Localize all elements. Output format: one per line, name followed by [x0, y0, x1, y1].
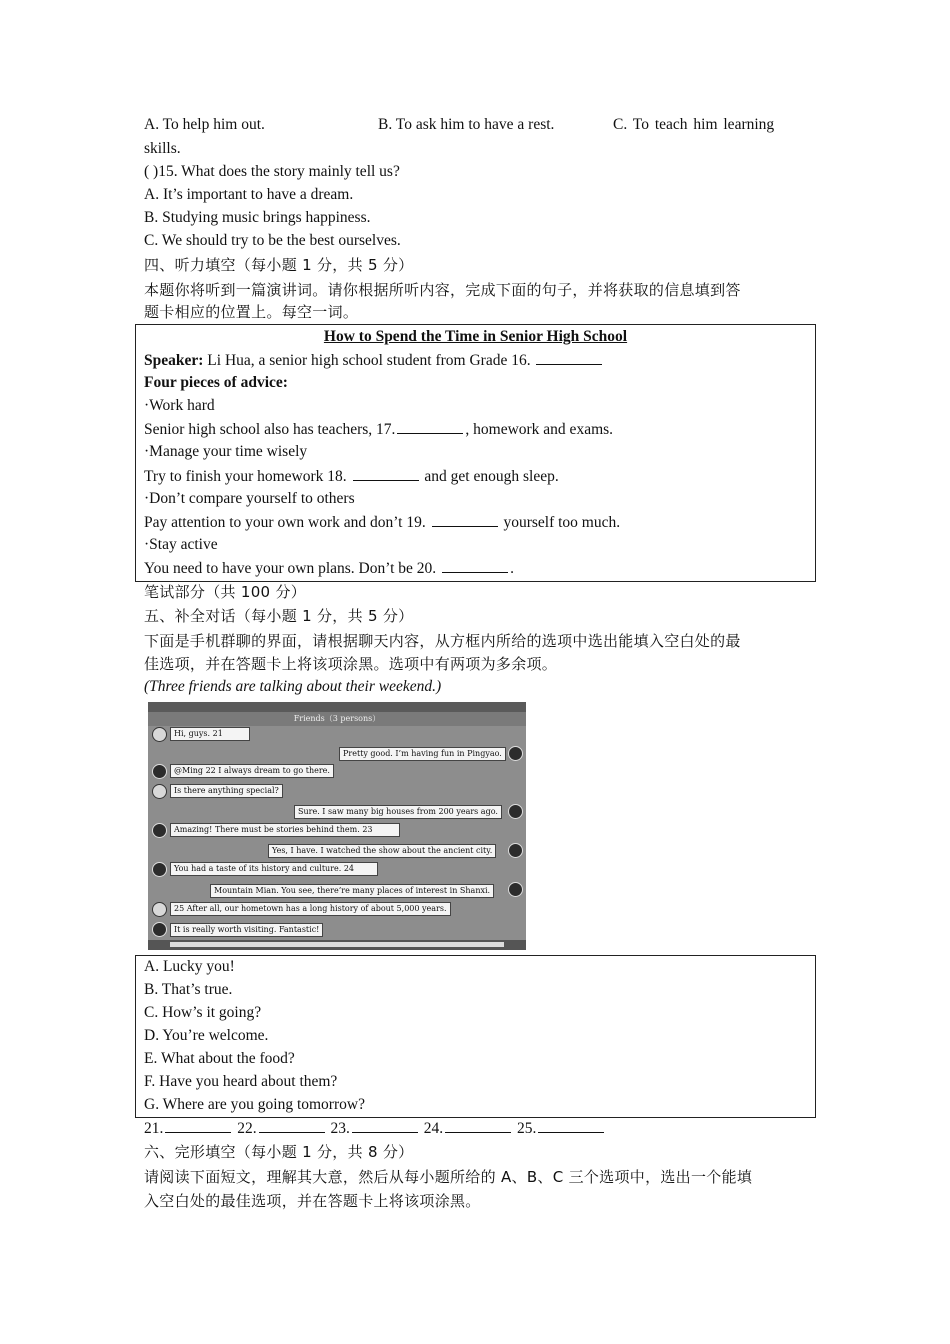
chat-title: Friends（3 persons） — [148, 712, 526, 726]
option-b: B. That’s true. — [144, 981, 233, 998]
advice-heading: Four pieces of advice: — [144, 374, 288, 391]
line-17-after: , homework and exams. — [465, 421, 614, 438]
line-18 — [144, 466, 559, 487]
chat-message-3: @Ming 22 I always dream to go there. — [170, 764, 334, 778]
chat-message-5: Sure. I saw many big houses from 200 years ago. — [294, 805, 502, 819]
line-20-after: . — [510, 560, 514, 577]
chat-message-7: Yes, I have. I watched the show about the ancient city. — [268, 844, 496, 858]
line-20 — [144, 558, 514, 579]
speaker-line — [144, 350, 604, 371]
advice-bullet-3: ·Don’t compare yourself to others — [144, 490, 355, 507]
blank-19[interactable] — [432, 512, 498, 527]
group-chat-screenshot — [148, 702, 526, 950]
option-g: G. Where are you going tomorrow? — [144, 1096, 365, 1113]
section5-instruction-line2: 佳选项，并在答题卡上将该项涂黑。选项中有两项为多余项。 — [144, 655, 558, 673]
avatar-icon — [152, 862, 167, 877]
line-19-before: Pay attention to your own work and don’t 19. — [144, 514, 426, 531]
answer-number-22: 22. — [237, 1120, 257, 1137]
section4-instruction-line1: 本题你将听到一篇演讲词。请你根据所听内容，完成下面的句子，并将获取的信息填到答 — [144, 281, 741, 299]
avatar-icon — [152, 727, 167, 742]
line-18-after: and get enough sleep. — [424, 468, 559, 485]
section4-instruction-line2: 题卡相应的位置上。每空一词。 — [144, 303, 359, 321]
avatar-icon — [508, 882, 523, 897]
section5-instruction-line1: 下面是手机群聊的界面，请根据聊天内容，从方框内所给的选项中选出能填入空白处的最 — [144, 632, 741, 650]
avatar-icon — [508, 804, 523, 819]
advice-bullet-4: ·Stay active — [144, 536, 218, 553]
speaker-label: Speaker: — [144, 352, 204, 369]
line-18-before: Try to finish your homework 18. — [144, 468, 347, 485]
answer-blank-24[interactable] — [445, 1118, 511, 1133]
line-17 — [144, 419, 613, 440]
line-19 — [144, 512, 620, 533]
q14-options — [144, 116, 807, 136]
chat-status-bar — [148, 702, 526, 712]
chat-message-6: Amazing! There must be stories behind them. 23 — [170, 823, 400, 837]
speaker-text: Li Hua, a senior high school student from Grade 16. — [207, 352, 531, 369]
q14-option-c: C. To teach him learning — [613, 116, 775, 133]
chat-input-field[interactable] — [170, 942, 504, 947]
chat-message-1: Hi, guys. 21 — [170, 727, 250, 741]
chat-message-8: You had a taste of its history and culture. 24 — [170, 862, 378, 876]
written-part-heading: 笔试部分（共 100 分） — [144, 583, 307, 601]
option-c: C. How’s it going? — [144, 1004, 262, 1021]
chat-message-2: Pretty good. I’m having fun in Pingyao. — [339, 747, 506, 761]
avatar-icon — [152, 823, 167, 838]
line-17-before: Senior high school also has teachers, 17. — [144, 421, 396, 438]
q14-option-b: B. To ask him to have a rest. — [378, 116, 555, 133]
option-a: A. Lucky you! — [144, 958, 235, 975]
section6-instruction-line2: 入空白处的最佳选项，并在答题卡上将该项涂黑。 — [144, 1192, 481, 1210]
q15-stem: ( )15. What does the story mainly tell us? — [144, 163, 400, 180]
answer-blank-22[interactable] — [259, 1118, 325, 1133]
blank-16[interactable] — [536, 350, 602, 365]
answer-number-21: 21. — [144, 1120, 164, 1137]
q15-option-c: C. We should try to be the best ourselves. — [144, 232, 401, 249]
section5-context: (Three friends are talking about their weekend.) — [144, 678, 442, 695]
q14-option-c-continued: skills. — [144, 140, 181, 157]
advice-bullet-1: ·Work hard — [144, 397, 215, 414]
section4-heading: 四、听力填空（每小题 1 分，共 5 分） — [144, 256, 414, 274]
section6-instruction-line1: 请阅读下面短文，理解其大意，然后从每小题所给的 A、B、C 三个选项中，选出一个能填 — [144, 1168, 753, 1186]
listening-box — [135, 324, 816, 582]
answer-blank-23[interactable] — [352, 1118, 418, 1133]
q15-option-b: B. Studying music brings happiness. — [144, 209, 371, 226]
chat-message-4: Is there anything special? — [170, 784, 283, 798]
chat-message-9: Mountain Mian. You see, there’re many places of interest in Shanxi. — [210, 884, 494, 898]
avatar-icon — [508, 843, 523, 858]
chat-message-10: 25 After all, our hometown has a long history of about 5,000 years. — [170, 902, 451, 916]
avatar-icon — [508, 746, 523, 761]
q15-option-a: A. It’s important to have a dream. — [144, 186, 354, 203]
line-20-before: You need to have your own plans. Don’t be 20. — [144, 560, 437, 577]
avatar-icon — [152, 784, 167, 799]
advice-bullet-2: ·Manage your time wisely — [144, 443, 308, 460]
blank-18[interactable] — [353, 466, 419, 481]
line-19-after: yourself too much. — [503, 514, 621, 531]
answer-blanks-row — [144, 1118, 807, 1139]
blank-20[interactable] — [442, 558, 508, 573]
blank-17[interactable] — [397, 419, 463, 434]
section6-heading: 六、完形填空（每小题 1 分，共 8 分） — [144, 1143, 414, 1161]
option-e: E. What about the food? — [144, 1050, 295, 1067]
avatar-icon — [152, 902, 167, 917]
q14-option-a: A. To help him out. — [144, 116, 265, 133]
section5-heading: 五、补全对话（每小题 1 分，共 5 分） — [144, 607, 414, 625]
listening-title: How to Spend the Time in Senior High School — [323, 328, 628, 345]
answer-number-25: 25. — [517, 1120, 537, 1137]
option-f: F. Have you heard about them? — [144, 1073, 338, 1090]
answer-number-23: 23. — [330, 1120, 350, 1137]
answer-number-24: 24. — [423, 1120, 444, 1137]
avatar-icon — [152, 764, 167, 779]
options-box — [135, 955, 816, 1118]
avatar-icon — [152, 922, 167, 937]
answer-blank-21[interactable] — [165, 1118, 231, 1133]
chat-message-11: It is really worth visiting. Fantastic! — [170, 923, 323, 937]
option-d: D. You’re welcome. — [144, 1027, 269, 1044]
answer-blank-25[interactable] — [538, 1118, 604, 1133]
